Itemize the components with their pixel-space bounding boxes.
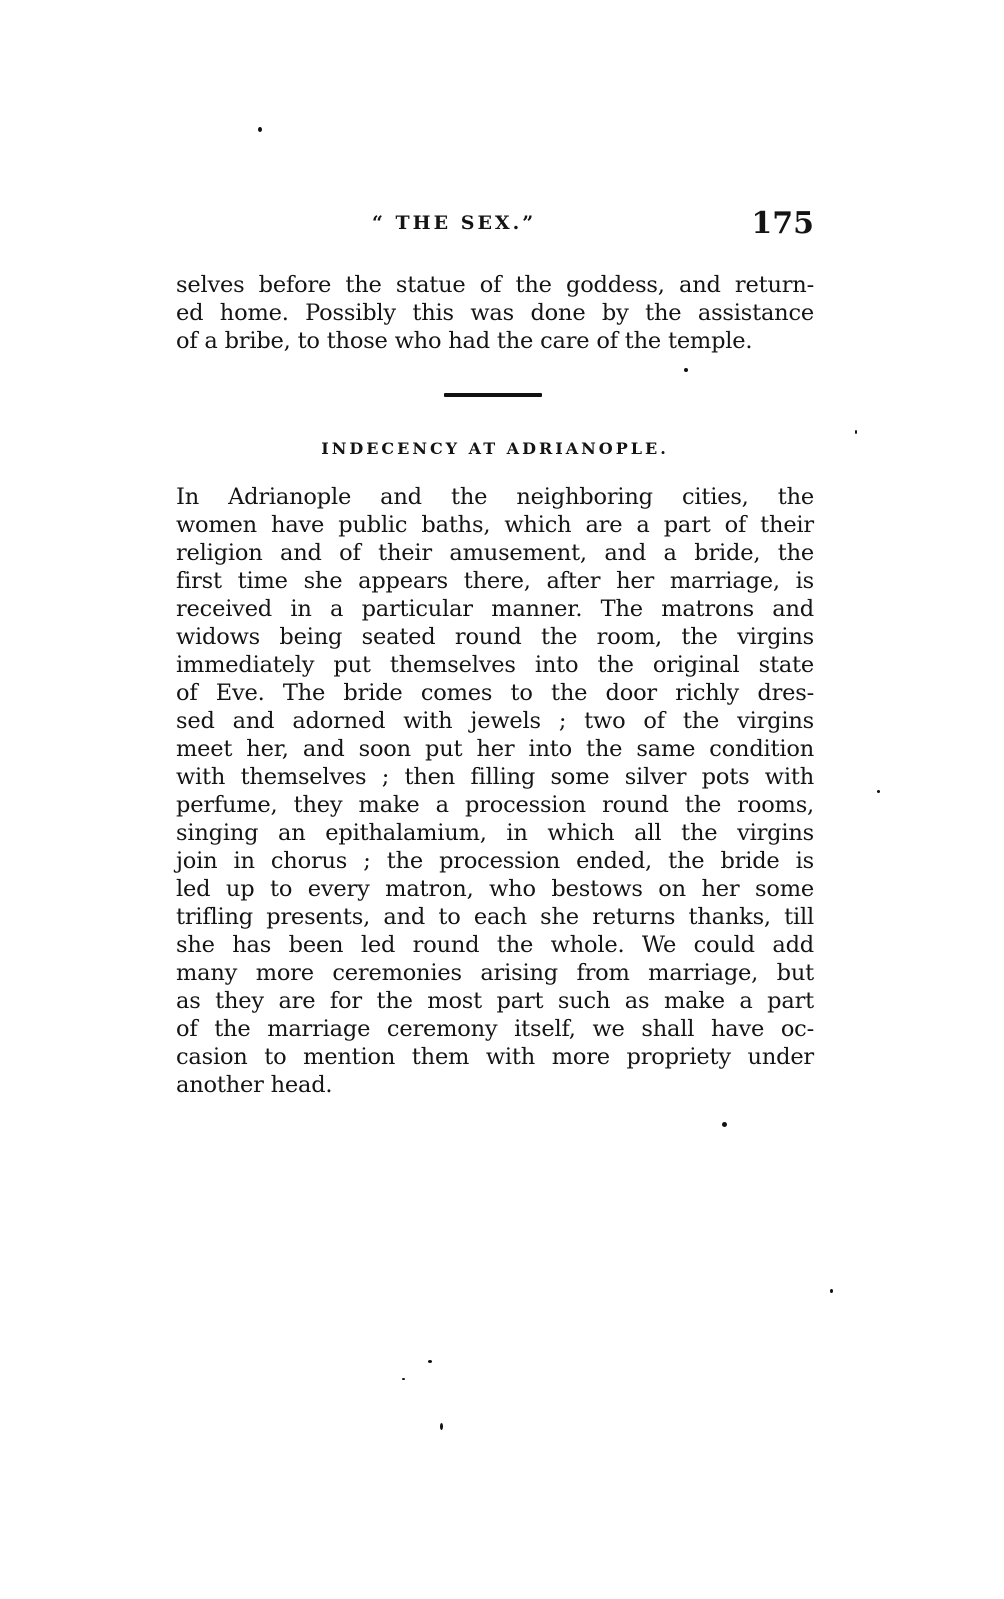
paragraph-line: join in chorus ; the procession ended, the bride is (176, 848, 814, 874)
paragraph-line: she has been led round the whole. We could add (176, 932, 814, 958)
paragraph-line: first time she appears there, after her marriage, is (176, 568, 814, 594)
paragraph-line: meet her, and soon put her into the same condition (176, 736, 814, 762)
paragraph-line: with themselves ; then filling some silver pots with (176, 764, 814, 790)
scan-speck (440, 1423, 443, 1430)
paragraph-line: casion to mention them with more propriety under (176, 1044, 814, 1070)
page-number: 175 (751, 206, 814, 241)
paragraph-line: of Eve. The bride comes to the door richly dres- (176, 680, 814, 706)
paragraph-line: singing an epithalamium, in which all the virgins (176, 820, 814, 846)
scan-speck (684, 368, 688, 372)
scan-speck (830, 1289, 833, 1293)
continuation-line: selves before the statue of the goddess, and return- (176, 272, 814, 298)
scan-speck (855, 430, 857, 434)
continuation-line: ed home. Possibly this was done by the assistance (176, 300, 814, 326)
scan-speck (428, 1360, 432, 1363)
paragraph-line: women have public baths, which are a part of their (176, 512, 814, 538)
scan-speck (722, 1122, 727, 1127)
scan-speck (258, 127, 262, 132)
section-divider (444, 393, 542, 397)
continuation-line: of a bribe, to those who had the care of the temple. (176, 328, 753, 354)
paragraph-line: religion and of their amusement, and a bride, the (176, 540, 814, 566)
paragraph-line: In Adrianople and the neighboring cities, the (176, 484, 814, 510)
paragraph-line: led up to every matron, who bestows on her some (176, 876, 814, 902)
paragraph-line: received in a particular manner. The matrons and (176, 596, 814, 622)
running-head (176, 206, 814, 246)
running-title: “ THE SEX.” (372, 212, 537, 234)
section-heading: INDECENCY AT ADRIANOPLE. (321, 439, 669, 458)
paragraph-line: sed and adorned with jewels ; two of the virgins (176, 708, 814, 734)
scan-speck (402, 1378, 405, 1380)
paragraph-line: of the marriage ceremony itself, we shall have oc- (176, 1016, 814, 1042)
paragraph-line: widows being seated round the room, the virgins (176, 624, 814, 650)
paragraph-line: many more ceremonies arising from marriage, but (176, 960, 814, 986)
paragraph-line: as they are for the most part such as make a part (176, 988, 814, 1014)
paragraph-line: another head. (176, 1072, 333, 1098)
paragraph-line: trifling presents, and to each she returns thanks, till (176, 904, 814, 930)
paragraph-line: immediately put themselves into the original state (176, 652, 814, 678)
scan-speck (877, 790, 880, 793)
paragraph-line: perfume, they make a procession round the rooms, (176, 792, 814, 818)
